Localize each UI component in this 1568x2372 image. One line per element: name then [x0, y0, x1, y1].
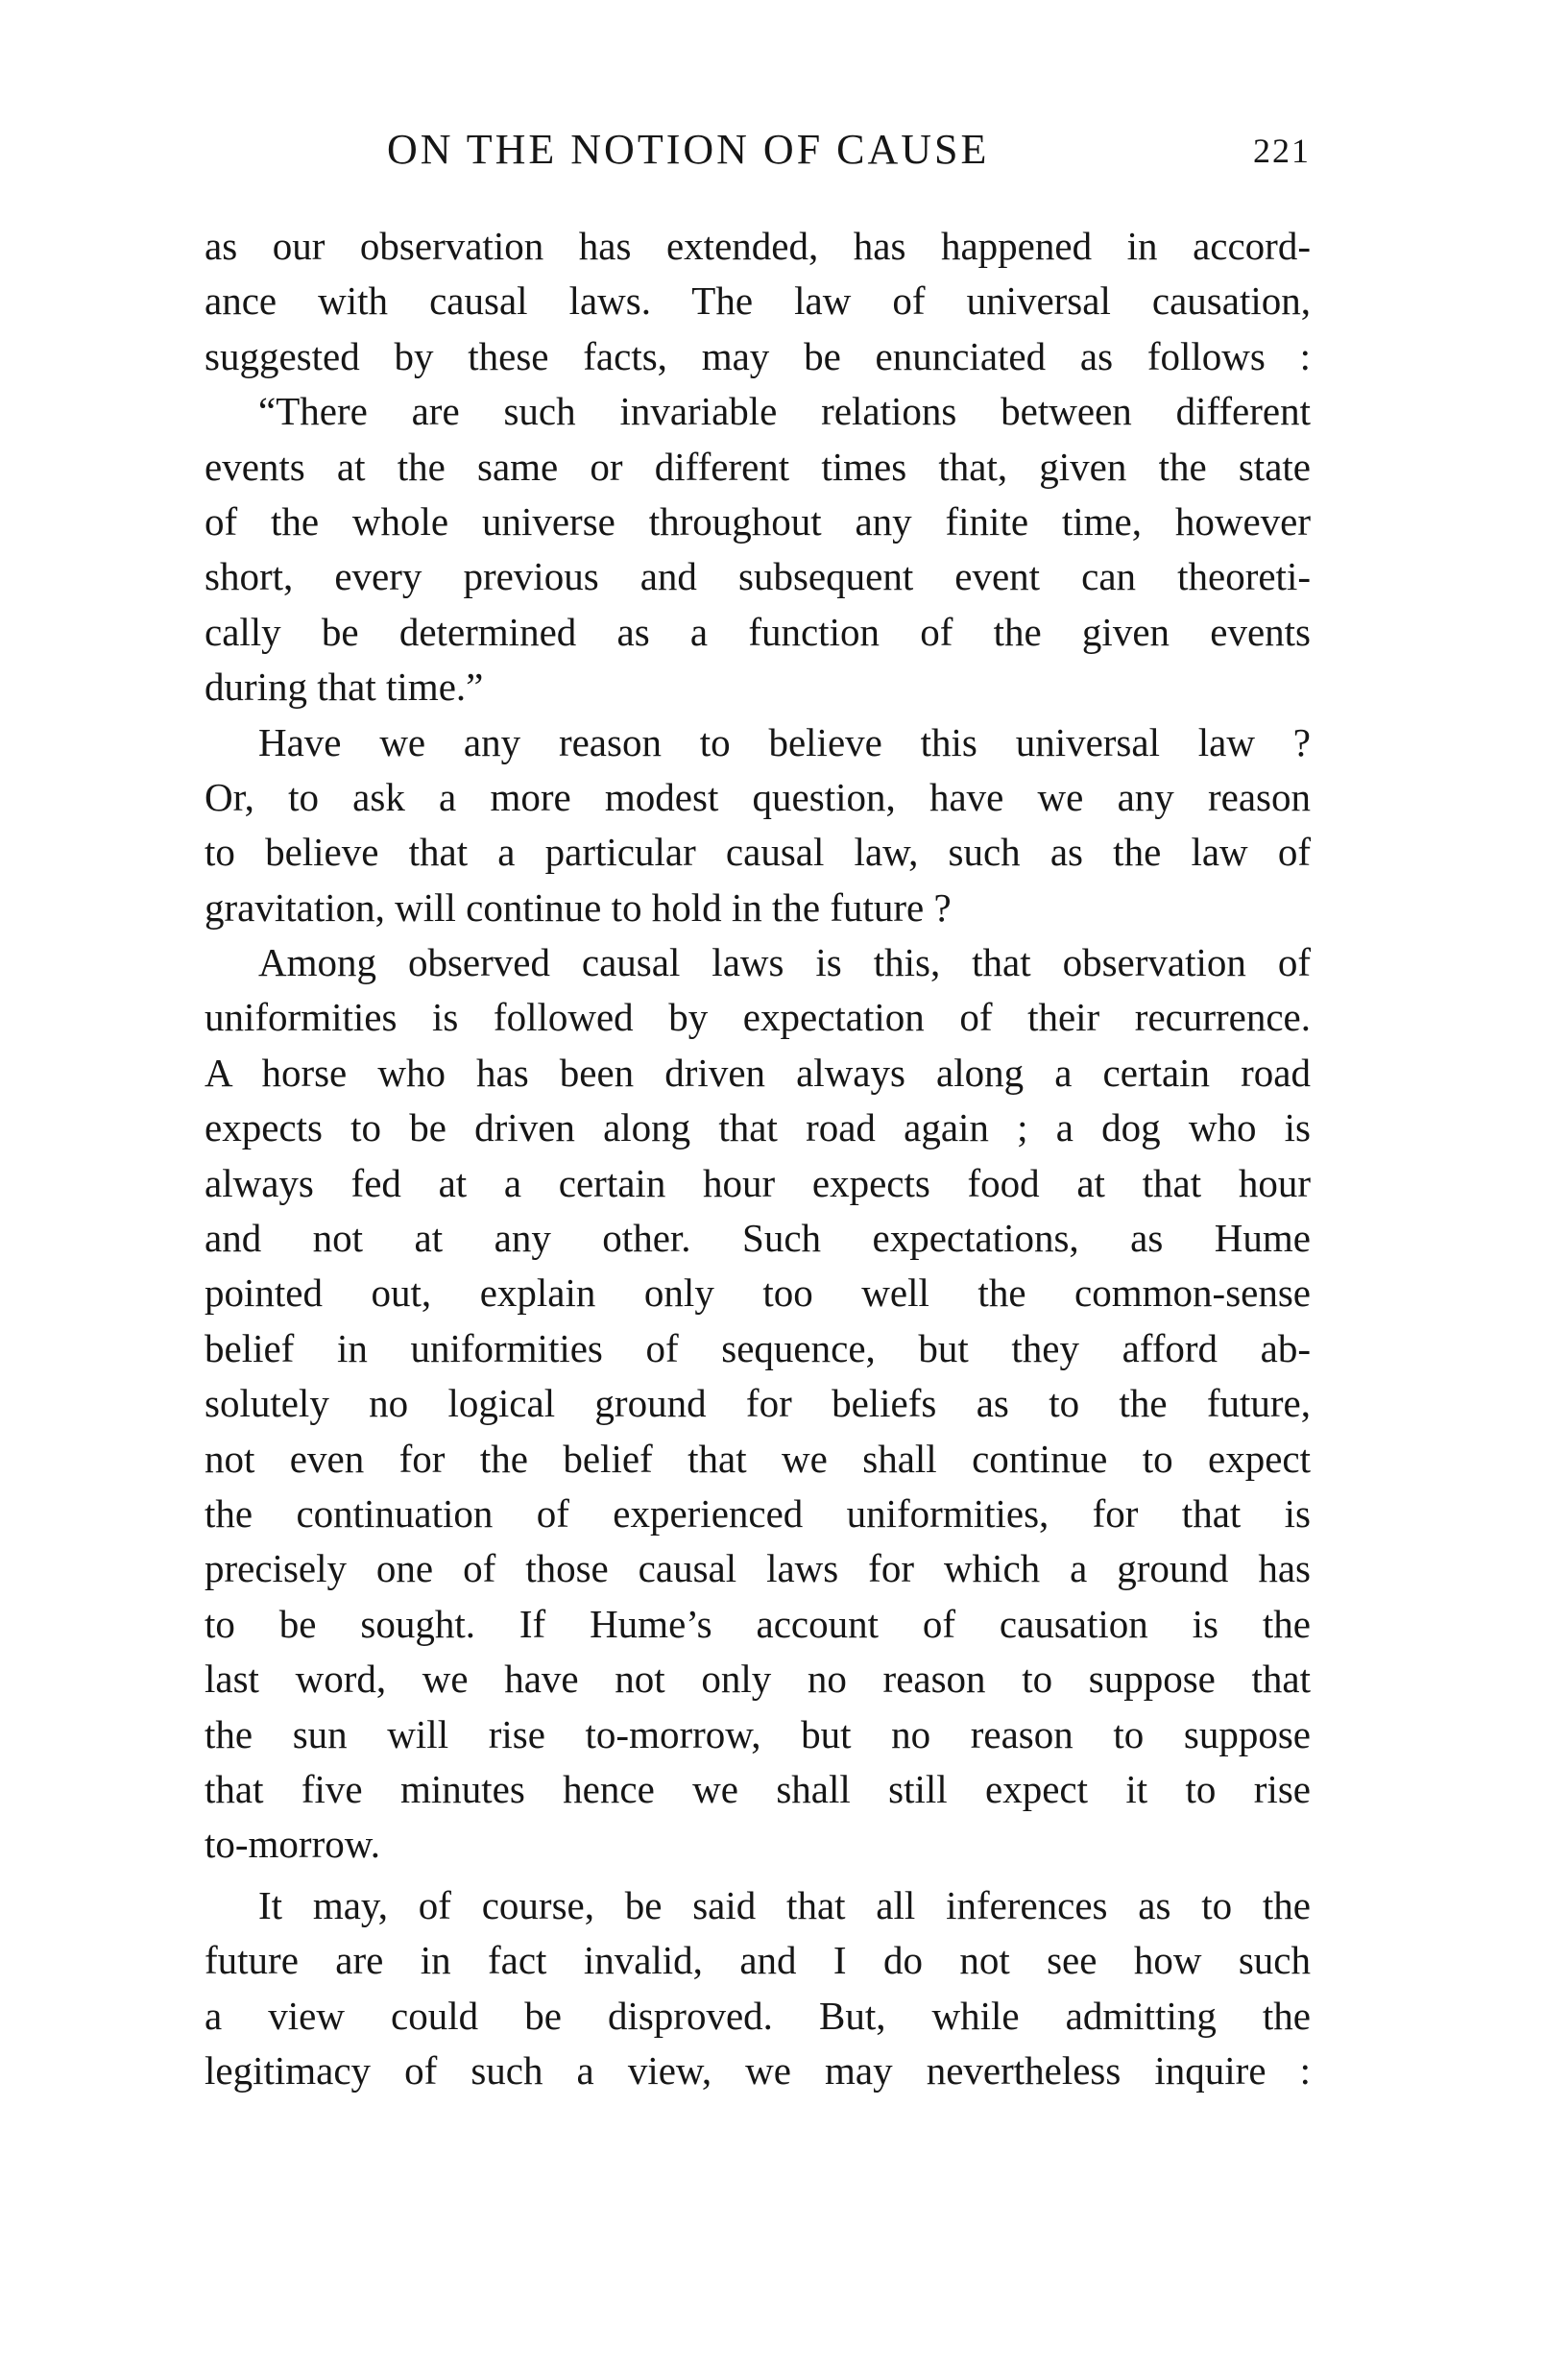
body-text	[205, 219, 1311, 2098]
quote-line: events at the same or different times that, given the state	[205, 444, 1311, 489]
text-line: to-morrow.	[205, 1822, 380, 1867]
page-header	[205, 125, 1311, 182]
page-number: 221	[1253, 132, 1311, 170]
text-line: expects to be driven along that road again ; a dog who is	[205, 1105, 1311, 1150]
text-line: gravitation, will continue to hold in the future ?	[205, 884, 952, 930]
text-line: solutely no logical ground for beliefs as to the future,	[205, 1381, 1311, 1426]
text-line: not even for the belief that we shall continue to expect	[205, 1436, 1311, 1481]
text-line: as our observation has extended, has happened in accord-	[205, 224, 1311, 268]
text-line: ance with causal laws. The law of universal causation,	[205, 278, 1311, 324]
text-line: a view could be disproved. But, while admitting the	[205, 1993, 1311, 2038]
text-line: pointed out, explain only too well the common-sense	[205, 1271, 1311, 1316]
running-title: ON THE NOTION OF CAUSE	[387, 126, 990, 173]
text-line: that five minutes hence we shall still expect it to rise	[205, 1766, 1311, 1811]
quote-line: during that time.”	[205, 665, 484, 710]
text-line: and not at any other. Such expectations, as Hume	[205, 1216, 1311, 1261]
text-line: to believe that a particular causal law, such as the law of	[205, 830, 1311, 875]
text-line: legitimacy of such a view, we may nevertheless inquire :	[205, 2047, 1311, 2093]
text-line: uniformities is followed by expectation of their recurrence.	[205, 995, 1311, 1040]
quote-line: cally be determined as a function of the given events	[205, 609, 1311, 654]
text-line: always fed at a certain hour expects food at that hour	[205, 1160, 1311, 1205]
text-line: last word, we have not only no reason to suppose that	[205, 1657, 1311, 1702]
text-line: A horse who has been driven always along a certain road	[205, 1050, 1311, 1095]
text-line: the continuation of experienced uniformities, for that is	[205, 1490, 1311, 1536]
text-line: the sun will rise to-morrow, but no reason to suppose	[205, 1711, 1311, 1756]
text-line: Or, to ask a more modest question, have we any reason	[205, 774, 1311, 819]
text-line: to be sought. If Hume’s account of causation is the	[205, 1601, 1311, 1646]
quote-line: short, every previous and subsequent event can theoreti-	[205, 554, 1311, 599]
quote-line: of the whole universe throughout any finite time, however	[205, 498, 1311, 544]
text-line: precisely one of those causal laws for which a ground has	[205, 1546, 1311, 1591]
quote-line: “There are such invariable relations between different	[258, 389, 1311, 434]
text-line: Among observed causal laws is this, that observation of	[258, 940, 1311, 985]
text-line: belief in uniformities of sequence, but they afford ab-	[205, 1325, 1311, 1370]
text-line: future are in fact invalid, and I do not see how such	[205, 1938, 1311, 1983]
text-line: Have we any reason to believe this universal law ?	[258, 719, 1311, 764]
text-line: It may, of course, be said that all inferences as to the	[258, 1882, 1311, 1927]
text-line: suggested by these facts, may be enunciated as follows :	[205, 333, 1311, 378]
